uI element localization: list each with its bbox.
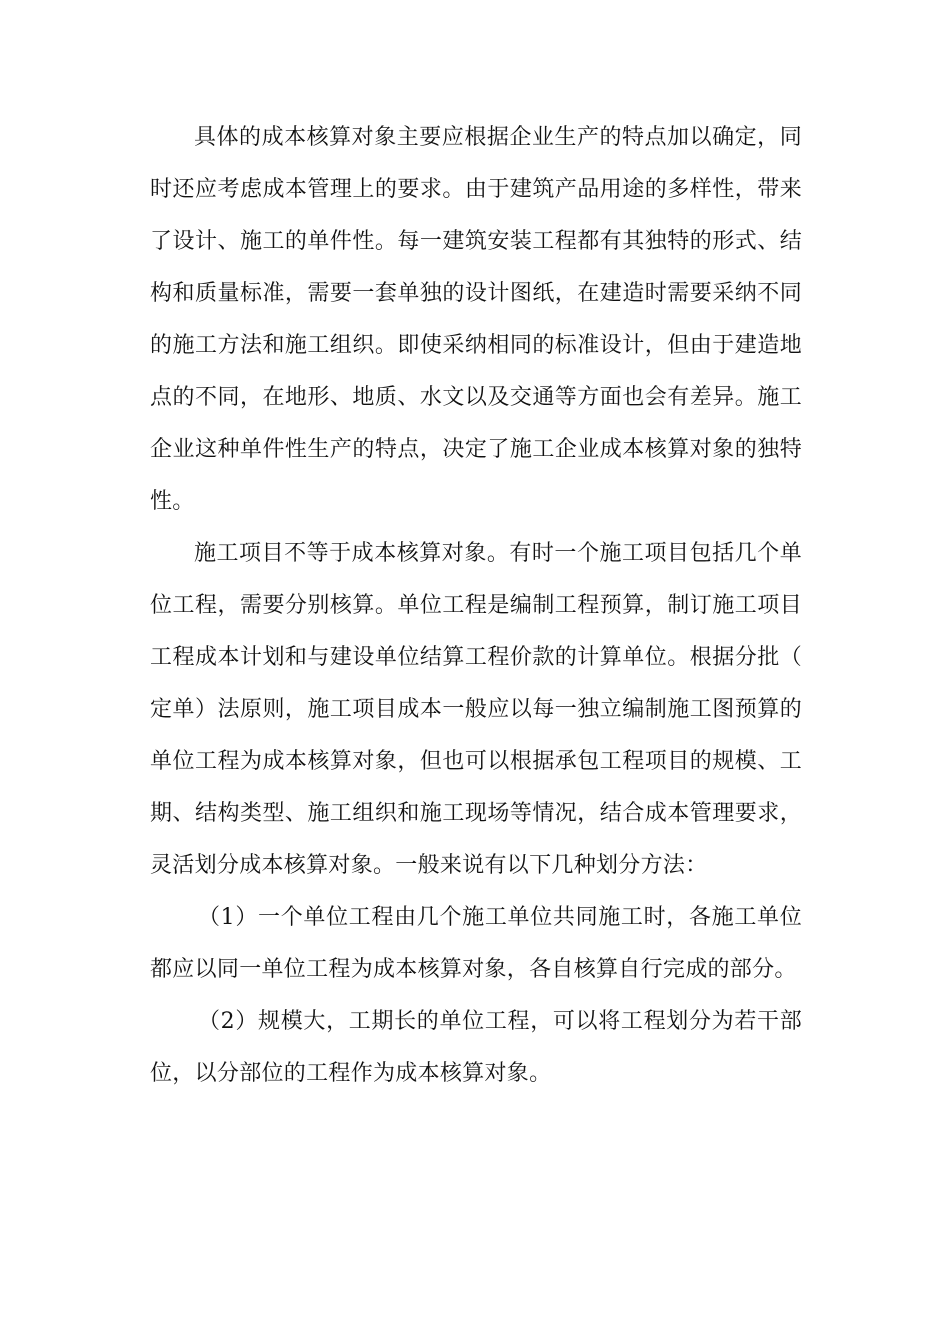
- paragraph-project-vs-cost-object: 施工项目不等于成本核算对象。有时一个施工项目包括几个单位工程，需要分别核算。单位工程是编制工程预算，制订施工项目工程成本计划和与建设单位结算工程价款的计算单位。根据分批（定单）法原则，施工项目成本一般应以每一独立编制施工图预算的单位工程为成本核算对象，但也可以根据承包工程项目的规模、工期、结构类型、施工组织和施工现场等情况，结合成本管理要求，灵活划分成本核算对象。一般来说有以下几种划分方法：: [150, 541, 802, 878]
- list-item-method-1: （1）一个单位工程由几个施工单位共同施工时，各施工单位都应以同一单位工程为成本核算对象，各自核算自行完成的部分。: [150, 905, 802, 982]
- list-item-method-2: （2）规模大，工期长的单位工程，可以将工程划分为若干部位，以分部位的工程作为成本核算对象。: [150, 1009, 802, 1086]
- paragraph-cost-object-basis: 具体的成本核算对象主要应根据企业生产的特点加以确定，同时还应考虑成本管理上的要求。由于建筑产品用途的多样性，带来了设计、施工的单件性。每一建筑安装工程都有其独特的形式、结构和质量标准，需要一套单独的设计图纸，在建造时需要采纳不同的施工方法和施工组织。即使采纳相同的标准设计，但由于建造地点的不同，在地形、地质、水文以及交通等方面也会有差异。施工企业这种单件性生产的特点，决定了施工企业成本核算对象的独特性。: [150, 125, 802, 514]
- document-body: [150, 112, 802, 1100]
